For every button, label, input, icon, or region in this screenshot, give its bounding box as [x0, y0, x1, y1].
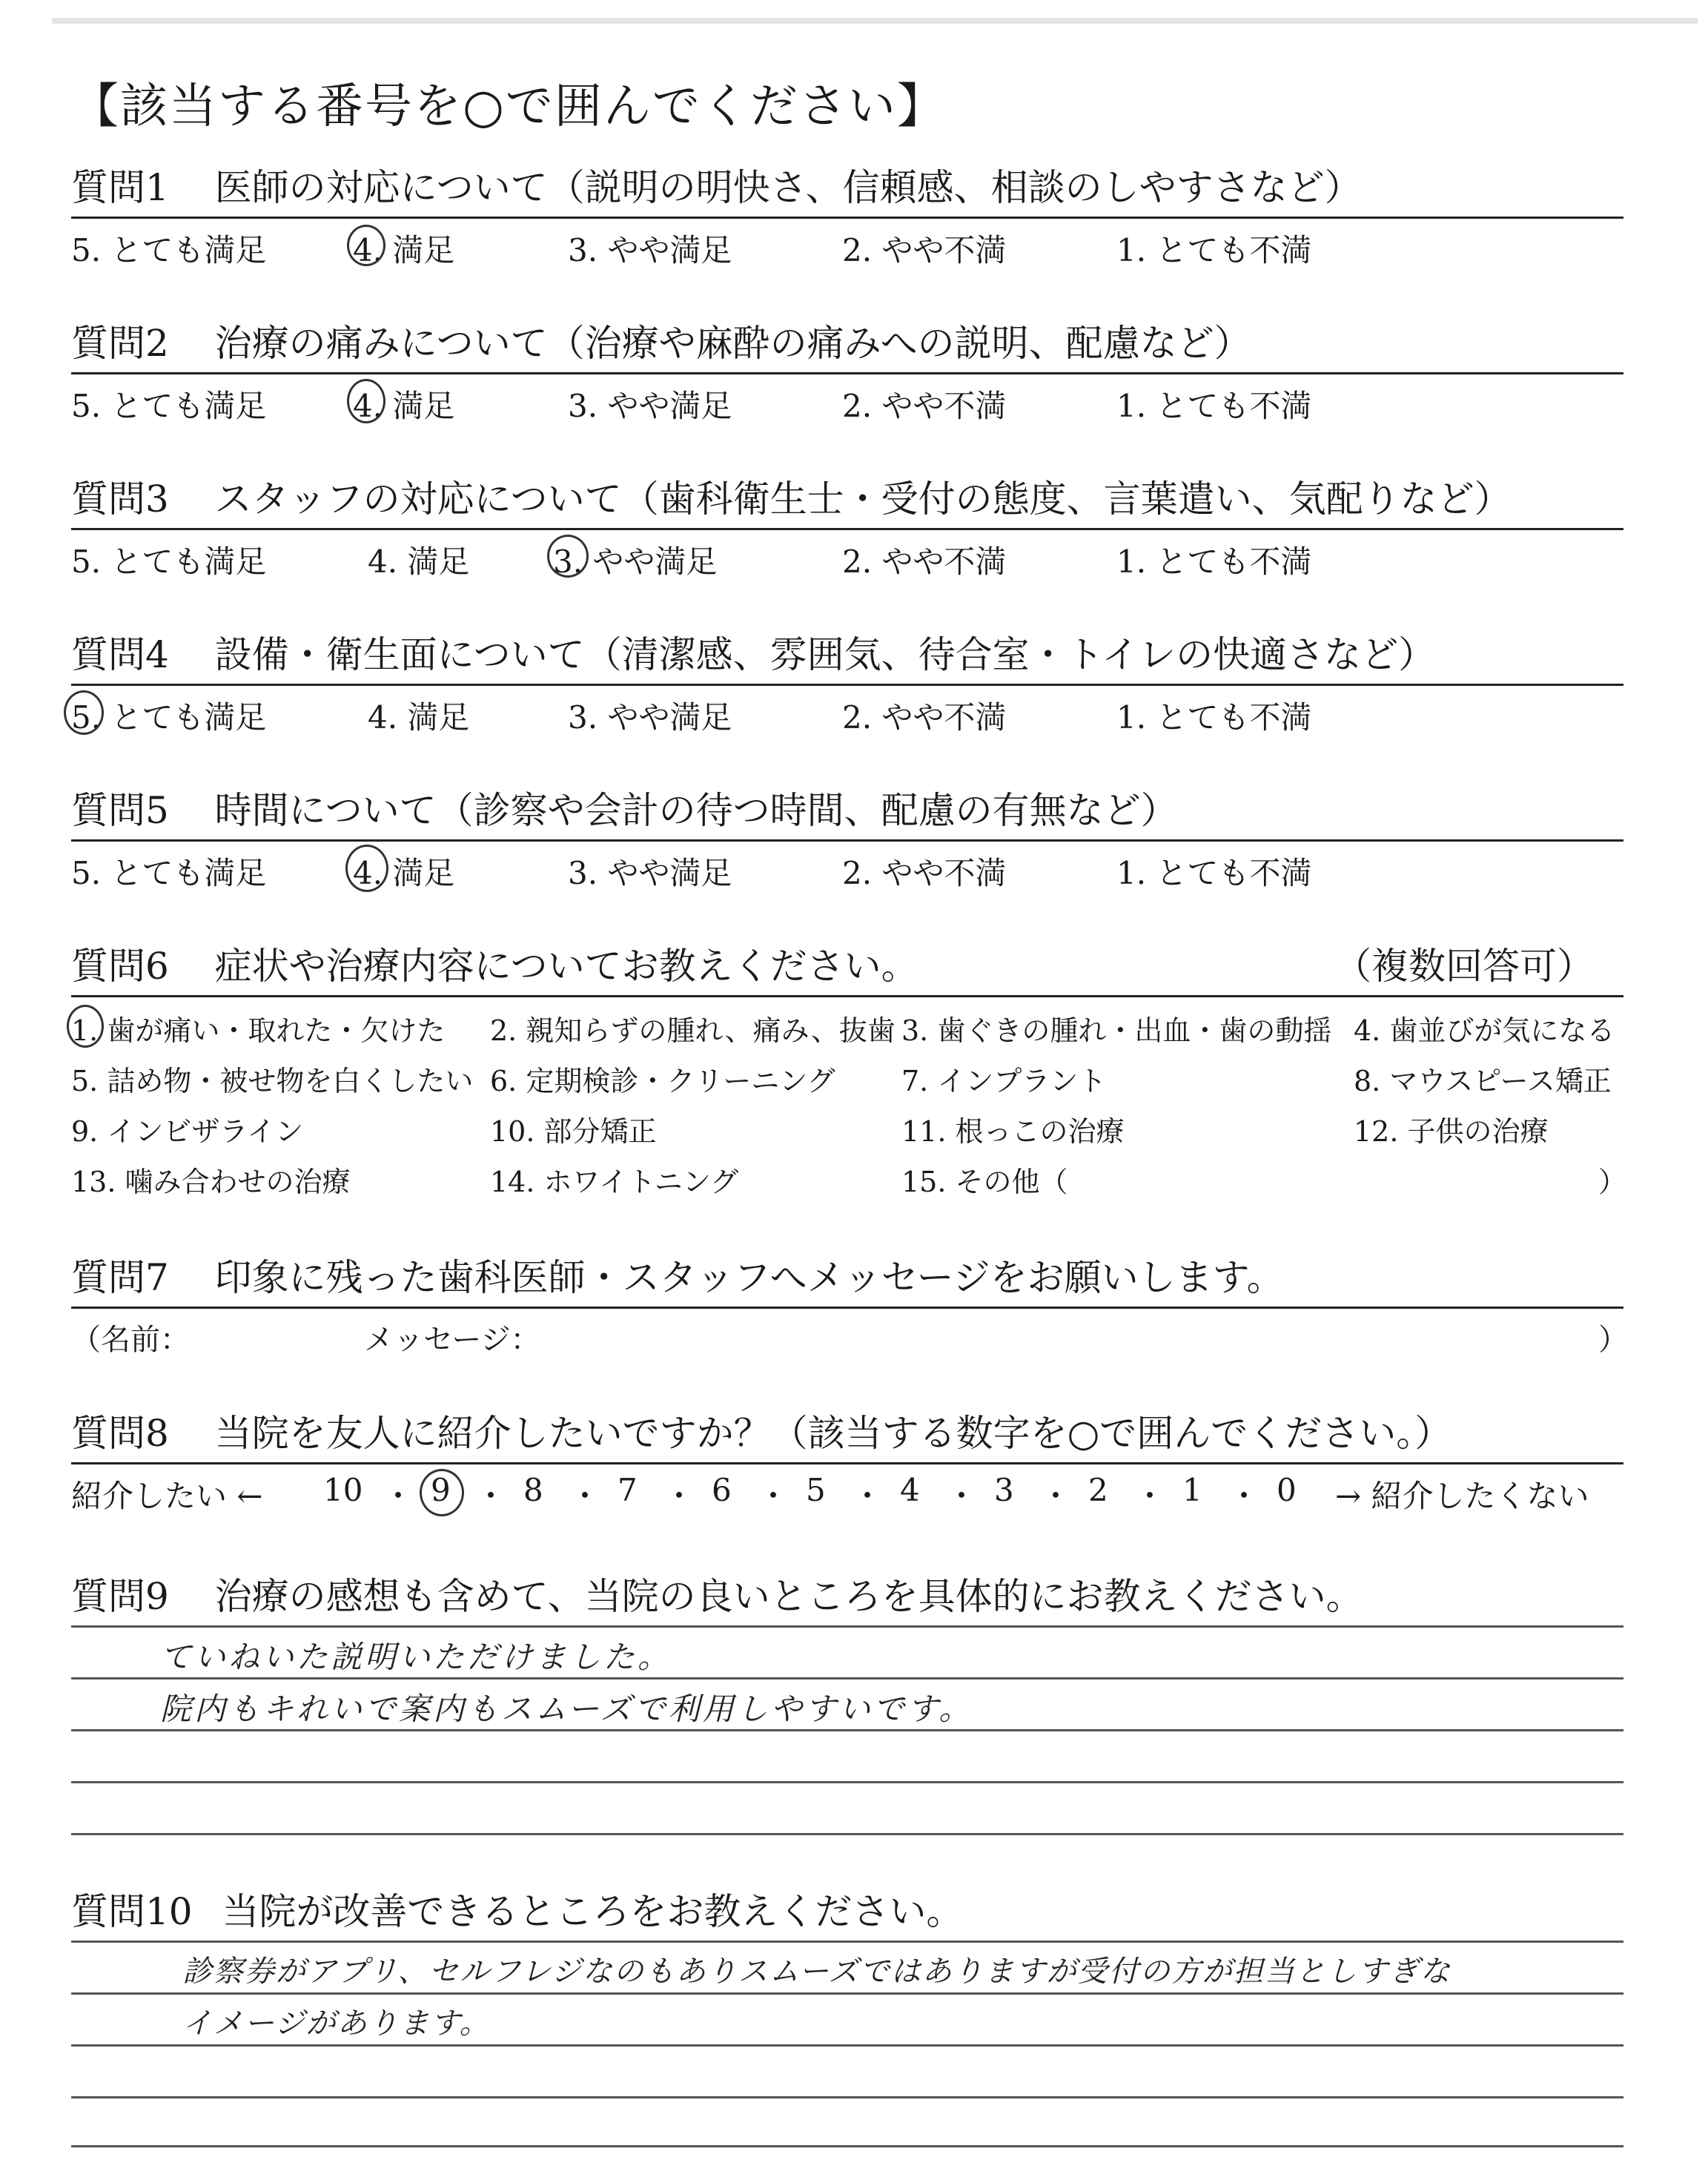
- question-6-text: 症状や治療内容についてお教えください。: [214, 945, 918, 988]
- q5-option-1[interactable]: 1. とても不満: [1116, 855, 1312, 891]
- question-9-header: [71, 1572, 1623, 1621]
- question-10: [71, 1887, 1623, 2151]
- q6-option-13[interactable]: 13. 噛み合わせの治療: [71, 1166, 351, 1198]
- question-6-label: 質問6: [71, 945, 169, 988]
- question-1-label: 質問1: [71, 166, 169, 209]
- q6-option-7[interactable]: 7. インプラント: [901, 1065, 1107, 1097]
- q9-line: [71, 1729, 1623, 1731]
- q2-option-3[interactable]: 3. やや満足: [568, 388, 732, 424]
- q1-option-1[interactable]: 1. とても不満: [1116, 232, 1312, 268]
- q6-option-12[interactable]: 12. 子供の治療: [1354, 1115, 1549, 1148]
- q6-option-6[interactable]: 6. 定期検診・クリーニング: [490, 1065, 835, 1097]
- q5-selection-circle: [345, 845, 388, 892]
- q8-dot: ・: [852, 1478, 884, 1514]
- q8-dot: ・: [1228, 1478, 1260, 1514]
- question-10-answer-area[interactable]: [71, 1936, 1623, 2151]
- q8-right-label: → 紹介したくない: [1335, 1478, 1589, 1514]
- question-4: [71, 630, 1623, 736]
- q1-selection-circle: [347, 225, 385, 266]
- q2-option-2[interactable]: 2. やや不満: [842, 388, 1007, 424]
- q5-option-2[interactable]: 2. やや不満: [842, 855, 1007, 891]
- q9-answer-line-1: ていねいた説明いただけました。: [160, 1639, 672, 1675]
- q5-option-4[interactable]: 4. 満足: [353, 855, 455, 891]
- question-7-label: 質問7: [71, 1256, 169, 1299]
- question-3-header: [71, 475, 1623, 524]
- question-8-text: 当院を友人に紹介したいですか？（該当する数字を○で囲んでください。）: [214, 1412, 1452, 1455]
- q6-option-2[interactable]: 2. 親知らずの腫れ、痛み、抜歯: [490, 1014, 896, 1047]
- question-5-header: [71, 786, 1623, 835]
- q5-option-3[interactable]: 3. やや満足: [568, 855, 732, 891]
- q8-scale-3[interactable]: 3: [994, 1472, 1014, 1508]
- q8-scale-5[interactable]: 5: [806, 1472, 826, 1508]
- q6-selection-circle: [67, 1005, 104, 1048]
- q10-line: [71, 1992, 1623, 1995]
- question-6: [71, 942, 1627, 1205]
- q6-option-10[interactable]: 10. 部分矯正: [490, 1115, 657, 1148]
- question-2-text: 治療の痛みについて（治療や麻酔の痛みへの説明、配慮など）: [214, 322, 1251, 365]
- q8-dot: ・: [569, 1478, 601, 1514]
- q10-answer-line-2: イメージがあります。: [182, 2007, 491, 2041]
- q2-option-1[interactable]: 1. とても不満: [1116, 388, 1312, 424]
- q6-option-4[interactable]: 4. 歯並びが気になる: [1354, 1014, 1615, 1047]
- question-3: [71, 475, 1623, 578]
- q8-scale-6[interactable]: 6: [712, 1472, 732, 1508]
- q4-option-2[interactable]: 2. やや不満: [842, 699, 1007, 736]
- q1-option-2[interactable]: 2. やや不満: [842, 232, 1007, 268]
- question-1-header: [71, 163, 1623, 212]
- question-7: [71, 1253, 1628, 1357]
- question-3-options: [71, 530, 1623, 578]
- question-6-note: （複数回答可）: [1334, 945, 1594, 988]
- q4-selection-circle: [64, 690, 104, 735]
- question-4-text: 設備・衛生面について（清潔感、雰囲気、待合室・トイレの快適さなど）: [214, 633, 1436, 676]
- question-9: [71, 1572, 1623, 1888]
- q10-line: [71, 1941, 1623, 1943]
- q10-answer-line-1: 診察券がアプリ、セルフレジなのもありスムーズではありますが受付の方が担当としすぎな: [182, 1955, 1452, 1989]
- q4-option-5[interactable]: 5. とても満足: [71, 699, 267, 736]
- q8-left-label: 紹介したい ←: [71, 1478, 263, 1514]
- q3-option-1[interactable]: 1. とても不満: [1116, 544, 1312, 580]
- q9-line: [71, 1833, 1623, 1835]
- q6-option-9[interactable]: 9. インビザライン: [71, 1115, 304, 1148]
- q8-scale-10[interactable]: 10: [323, 1472, 363, 1508]
- question-1: [71, 163, 1623, 266]
- q10-line: [71, 2145, 1623, 2147]
- q8-scale-9[interactable]: 9: [431, 1472, 451, 1508]
- q1-option-3[interactable]: 3. やや満足: [568, 232, 732, 268]
- question-3-text: スタッフの対応について（歯科衛生士・受付の態度、言葉遣い、気配りなど）: [214, 478, 1512, 521]
- page-title: 【該当する番号を○で囲んでください】: [71, 79, 946, 134]
- q8-scale-7[interactable]: 7: [618, 1472, 638, 1508]
- q8-scale-2[interactable]: 2: [1088, 1472, 1108, 1508]
- question-4-header: [71, 630, 1623, 679]
- question-9-answer-area[interactable]: [71, 1621, 1623, 1888]
- q8-dot: ・: [475, 1478, 507, 1514]
- question-7-header: [71, 1253, 1623, 1302]
- question-5-label: 質問5: [71, 789, 169, 832]
- q8-dot: ・: [1040, 1478, 1072, 1514]
- q8-selection-circle: [420, 1469, 464, 1516]
- question-9-text: 治療の感想も含めて、当院の良いところを具体的にお教えください。: [214, 1575, 1363, 1618]
- q7-message-label: メッセージ：: [364, 1323, 540, 1357]
- question-6-options: [71, 997, 1627, 1205]
- q3-option-5[interactable]: 5. とても満足: [71, 544, 267, 580]
- q8-dot: ・: [946, 1478, 978, 1514]
- q6-option-15[interactable]: 15. その他（: [901, 1166, 1068, 1198]
- question-8-label: 質問8: [71, 1412, 169, 1455]
- q3-option-4[interactable]: 4. 満足: [368, 544, 470, 580]
- q8-scale-4[interactable]: 4: [900, 1472, 920, 1508]
- q3-option-2[interactable]: 2. やや不満: [842, 544, 1007, 580]
- question-8: [71, 1409, 1623, 1516]
- q4-option-4[interactable]: 4. 満足: [368, 699, 470, 736]
- q6-option-5[interactable]: 5. 詰め物・被せ物を白くしたい: [71, 1065, 474, 1097]
- q4-option-1[interactable]: 1. とても不満: [1116, 699, 1312, 736]
- q10-line: [71, 2096, 1623, 2098]
- q8-dot: ・: [1134, 1478, 1166, 1514]
- q8-dot: ・: [663, 1478, 695, 1514]
- q2-selection-circle: [347, 379, 385, 423]
- scan-top-edge: [52, 18, 1698, 24]
- question-1-options: [71, 219, 1623, 266]
- question-2: [71, 319, 1623, 422]
- question-10-text: 当院が改善できるところをお教えください。: [222, 1890, 964, 1933]
- q6-option-14[interactable]: 14. ホワイトニング: [490, 1166, 739, 1198]
- q9-line: [71, 1625, 1623, 1628]
- q4-option-3[interactable]: 3. やや満足: [568, 699, 732, 736]
- q10-line: [71, 2044, 1623, 2047]
- q8-scale-8[interactable]: 8: [523, 1472, 543, 1508]
- q6-option-1[interactable]: 1. 歯が痛い・取れた・欠けた: [71, 1014, 446, 1047]
- question-7-text: 印象に残った歯科医師・スタッフへメッセージをお願いします。: [214, 1256, 1284, 1299]
- q1-option-5[interactable]: 5. とても満足: [71, 232, 267, 268]
- question-9-label: 質問9: [71, 1575, 169, 1618]
- question-4-label: 質問4: [71, 633, 169, 676]
- question-6-header: [71, 942, 1623, 991]
- question-2-options: [71, 374, 1623, 422]
- q2-option-4[interactable]: 4. 満足: [353, 388, 455, 424]
- question-7-fields: [71, 1309, 1628, 1357]
- q7-name-label: （名前：: [71, 1323, 190, 1357]
- q9-answer-line-2: 院内もキれいで案内もスムーズで利用しやすいです。: [160, 1691, 973, 1727]
- q9-line: [71, 1677, 1623, 1680]
- question-8-scale: [71, 1464, 1623, 1516]
- q7-close: ）: [1598, 1323, 1628, 1357]
- q6-option-11[interactable]: 11. 根っこの治療: [901, 1115, 1125, 1148]
- q8-dot: ・: [758, 1478, 790, 1514]
- q6-option-3[interactable]: 3. 歯ぐきの腫れ・出血・歯の動揺: [901, 1014, 1332, 1047]
- q8-scale-0[interactable]: 0: [1277, 1472, 1297, 1508]
- q8-scale-1[interactable]: 1: [1182, 1472, 1202, 1508]
- question-8-header: [71, 1409, 1623, 1458]
- q8-dot: ・: [383, 1478, 414, 1514]
- question-5-text: 時間について（診察や会計の待つ時間、配慮の有無など）: [214, 789, 1178, 832]
- question-10-header: [71, 1887, 1623, 1936]
- question-2-label: 質問2: [71, 322, 169, 365]
- q2-option-5[interactable]: 5. とても満足: [71, 388, 267, 424]
- question-5: [71, 786, 1623, 889]
- question-5-options: [71, 842, 1623, 889]
- q6-option-8[interactable]: 8. マウスピース矯正: [1354, 1065, 1612, 1097]
- q9-line: [71, 1781, 1623, 1783]
- q5-option-5[interactable]: 5. とても満足: [71, 855, 267, 891]
- q3-selection-circle: [547, 535, 589, 578]
- question-2-header: [71, 319, 1623, 368]
- question-10-label: 質問10: [71, 1890, 193, 1933]
- question-3-label: 質問3: [71, 478, 169, 521]
- question-4-options: [71, 686, 1623, 736]
- question-1-text: 医師の対応について（説明の明快さ、信頼感、相談のしやすさなど）: [214, 166, 1362, 209]
- q6-other-close: ）: [1598, 1166, 1627, 1198]
- q3-option-3[interactable]: 3. やや満足: [553, 544, 718, 580]
- q1-option-4[interactable]: 4. 満足: [353, 232, 455, 268]
